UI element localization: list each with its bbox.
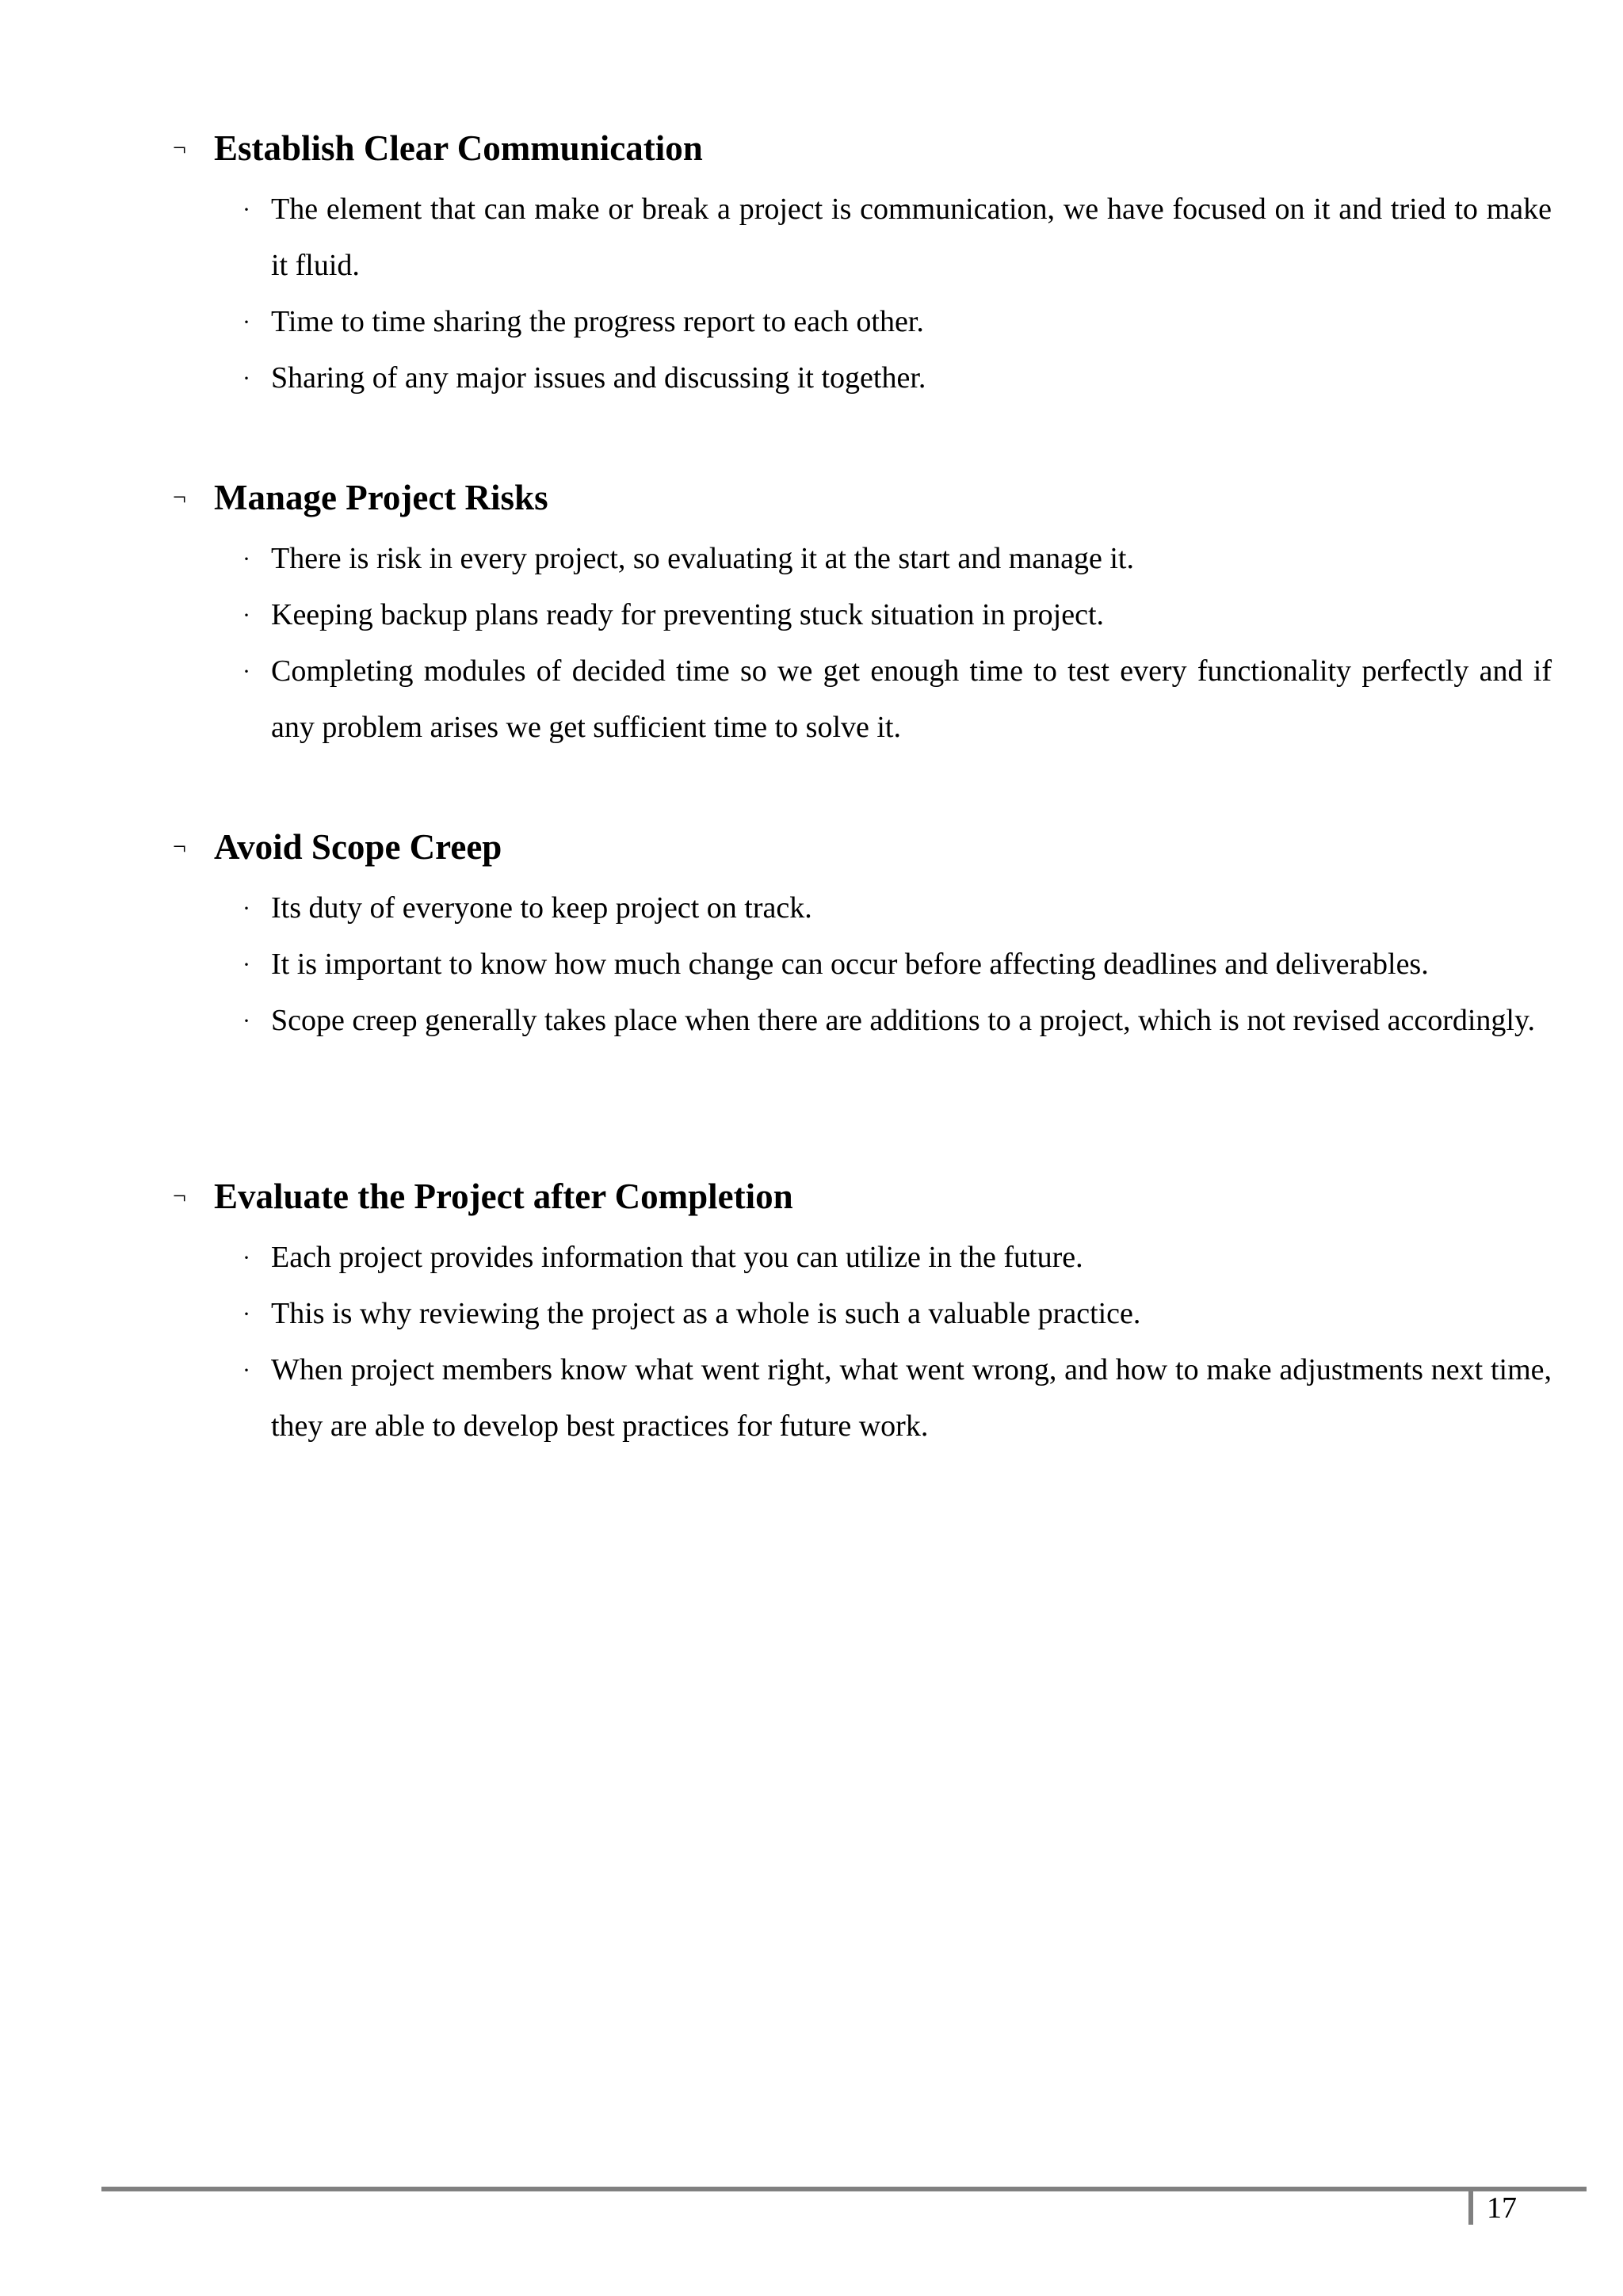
bullet-marker: ·	[242, 1301, 250, 1327]
bullet-marker: ·	[242, 546, 250, 572]
list-item-text: This is why reviewing the project as a whole is such a valuable practice.	[271, 1297, 1141, 1330]
bullet-marker: ·	[242, 952, 250, 978]
heading-marker: ¬	[173, 484, 186, 510]
list-item-text: Scope creep generally takes place when there are additions to a project, which is not revised accordingly.	[271, 1004, 1536, 1037]
bullet-marker: ·	[242, 1008, 250, 1034]
list-item-text: Keeping backup plans ready for preventing stuck situation in project.	[271, 598, 1105, 631]
list-item	[242, 643, 1552, 756]
list-item-text: Its duty of everyone to keep project on track.	[271, 891, 812, 925]
list-item-text: When project members know what went right, what went wrong, and how to make adjustments next time, they are able to develop best practices for future work.	[271, 1353, 1552, 1443]
section-heading: Establish Clear Communication	[214, 128, 703, 168]
list-item-text: Each project provides information that you can utilize in the future.	[271, 1241, 1083, 1274]
list-item	[242, 181, 1552, 294]
bullet-list	[0, 531, 1623, 756]
page-number: 17	[1487, 2191, 1517, 2225]
list-item-text: Completing modules of decided time so we get enough time to test every functionality perfectly and if any problem arises we get sufficient time to solve it.	[271, 654, 1552, 744]
bullet-marker: ·	[242, 895, 250, 921]
bullet-list	[0, 181, 1623, 406]
list-item	[242, 936, 1552, 993]
list-item	[242, 531, 1552, 587]
list-item	[242, 1286, 1552, 1342]
list-item-text: There is risk in every project, so evaluating it at the start and manage it.	[271, 542, 1134, 575]
list-item	[242, 294, 1552, 350]
list-item-text: The element that can make or break a project is communication, we have focused on it and tried to make it fluid.	[271, 193, 1552, 282]
bullet-marker: ·	[242, 309, 250, 335]
bullet-marker: ·	[242, 365, 250, 391]
list-item	[242, 350, 1552, 406]
bullet-marker: ·	[242, 196, 250, 223]
list-item-text: Sharing of any major issues and discussing it together.	[271, 361, 926, 395]
bullet-marker: ·	[242, 658, 250, 685]
bullet-list	[0, 1230, 1623, 1455]
list-item	[242, 1230, 1552, 1286]
section-heading: Avoid Scope Creep	[214, 827, 502, 867]
heading-marker: ¬	[173, 833, 186, 860]
bullet-marker: ·	[242, 1357, 250, 1383]
footer-rule	[101, 2187, 1587, 2191]
bullet-list	[0, 880, 1623, 1049]
heading-marker: ¬	[173, 135, 186, 161]
heading-marker: ¬	[173, 1183, 186, 1209]
section-heading: Manage Project Risks	[214, 478, 548, 517]
page-number-divider	[1468, 2187, 1473, 2225]
list-item-text: Time to time sharing the progress report to each other.	[271, 305, 924, 338]
bullet-marker: ·	[242, 1245, 250, 1271]
section-heading: Evaluate the Project after Completion	[214, 1177, 793, 1216]
list-item	[242, 993, 1552, 1049]
list-item	[242, 880, 1552, 936]
list-item	[242, 1342, 1552, 1455]
list-item	[242, 587, 1552, 643]
list-item-text: It is important to know how much change can occur before affecting deadlines and deliverables.	[271, 948, 1429, 981]
bullet-marker: ·	[242, 602, 250, 628]
